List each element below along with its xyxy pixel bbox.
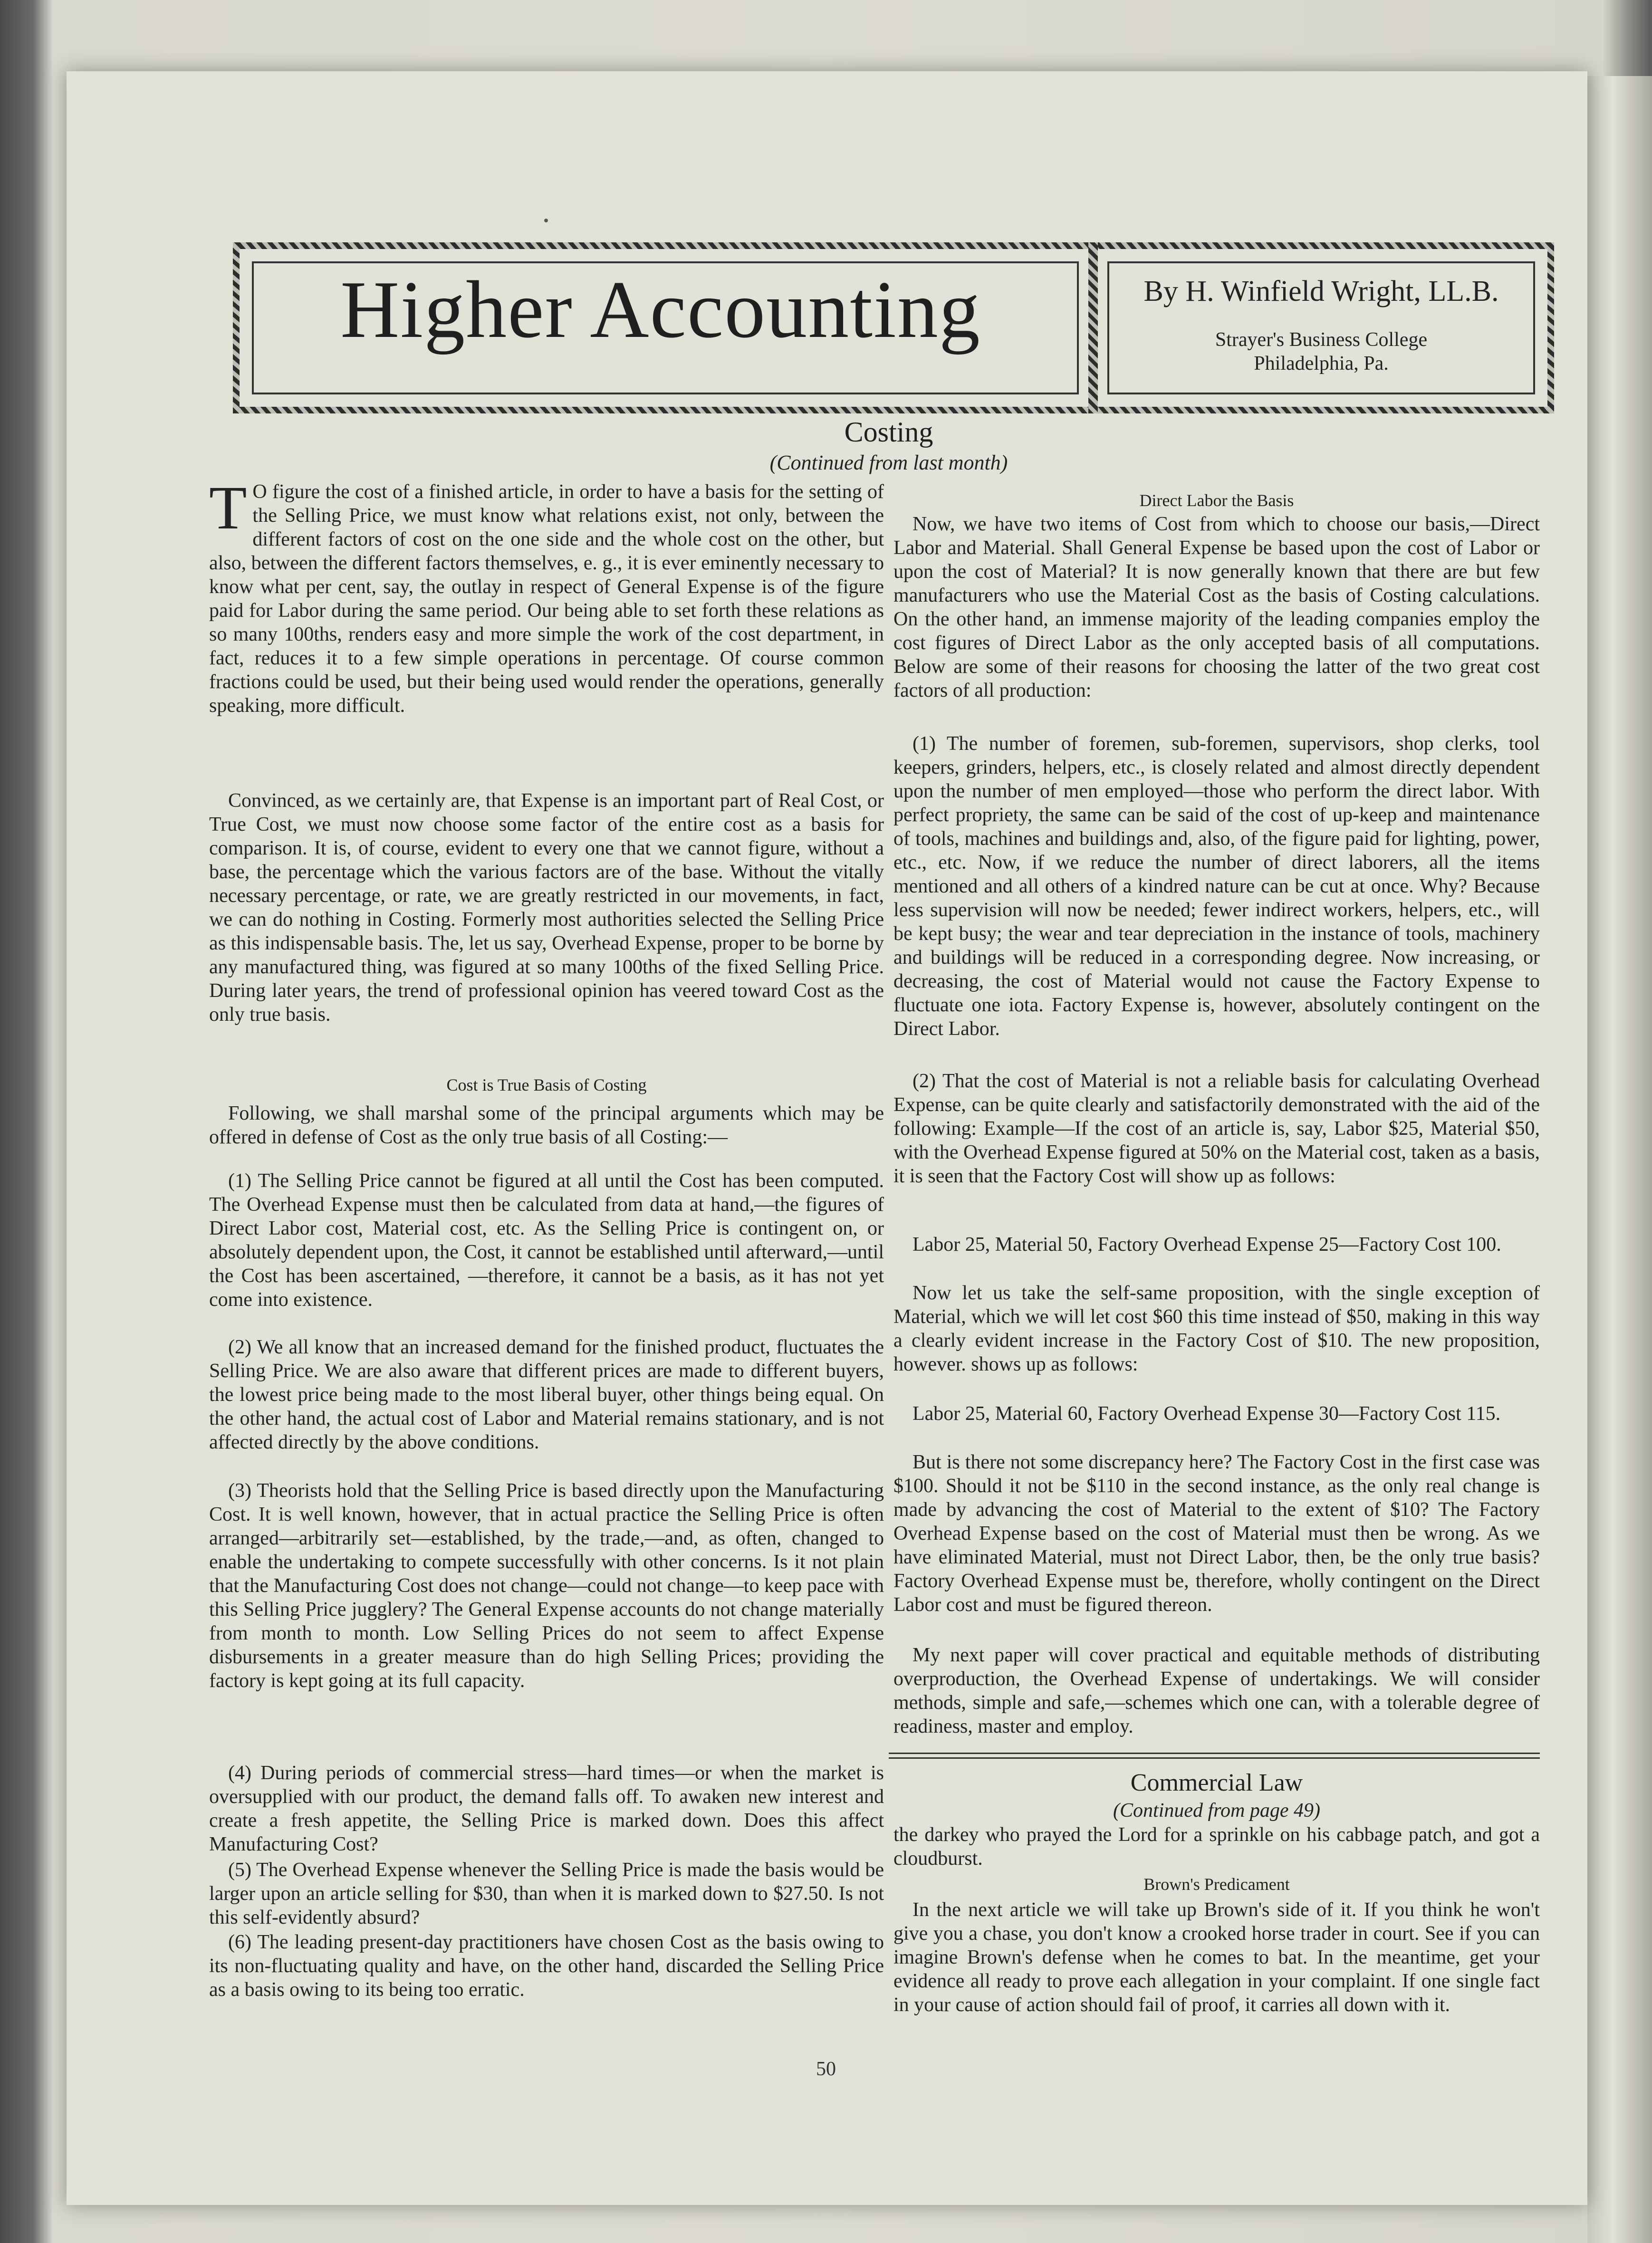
paragraph-intro [209,474,884,718]
paragraph: the darkey who prayed the Lord for a sprinkle on his cabbage patch, and got a cloudburst. [893,1824,1540,1869]
paragraph: In the next article we will take up Brown's side of it. If you think he won't give you a chase, you don't know a crooked horse trader in court. See if you can imagine Brown's defense when he comes to bat. In the meantime, get your evidence all ready to prove each allegation in your complaint. If one single fact in your cause of action should fail of proof, it carries all down with it. [893,1899,1540,2016]
numbered-paragraph: (4) During periods of commercial stress—hard times—or when the market is oversupplied with our product, the demand falls off. To awaken new interest and create a fresh appetite, the Selling Price is marked down. Does this affect Manufacturing Cost? [209,1762,884,1855]
affiliation-city: Philadelphia, Pa. [1254,353,1389,375]
commercial-law-continued-note: (Continued from page 49) [1113,1800,1320,1821]
header-ornamental-divider [1088,242,1098,413]
section-heading: Direct Labor the Basis [1139,491,1294,510]
numbered-paragraph: (1) The number of foremen, sub-foremen, supervisors, shop clerks, tool keepers, grinders, helpers, etc., is closely related and almost directly dependent upon the number of men employed—those who perform the direct labor. With perfect propriety, the same can be said of the cost of up-keep and maintenance of tools, machines and buildings and, also, of the figure paid for lighting, power, etc., etc. Now, if we reduce the number of direct laborers, all the items mentioned and all others of a kindred nature can be cut at once. Why? Because less supervision will now be needed; fewer indirect workers, helpers, etc., will be kept busy; the wear and tear depreciation in the instance of tools, machinery and buildings will be reduced in a corresponding degree. Now increasing, or decreasing, the cost of Material would not cause the Factory Expense to fluctuate one iota. Factory Expense is, however, absolutely contingent on the Direct Labor. [893,733,1540,1040]
paragraph: Now let us take the self-same proposition, with the single exception of Material, which we will let cost $60 this time instead of $50, making in this way a clearly evident increase in the Factory Cost of $10. The new proposition, however. shows up as follows: [893,1282,1540,1375]
paragraph: Following, we shall marshal some of the principal arguments which may be offered in defense of Cost as the only true basis of all Costing:— [209,1102,884,1148]
author-affiliation [1098,328,1545,376]
example-line: Labor 25, Material 50, Factory Overhead Expense 25—Factory Cost 100. [912,1234,1501,1256]
article-title: Costing [844,416,933,448]
commercial-law-title: Commercial Law [1130,1769,1303,1796]
paragraph: Now, we have two items of Cost from which to choose our basis,—Direct Labor and Material. Shall General Expense be based upon the cost of Labor or upon the cost of Material? It is now generally known that there are but few manufacturers who use the Material Cost as the basis of Costing calculations. On the other hand, an immense majority of the leading companies employ the cost figures of Direct Labor as the only accepted basis of all computations. Below are some of their reasons for choosing the latter of the two great cost factors of all production: [893,513,1540,701]
paragraph: Convinced, as we certainly are, that Expense is an important part of Real Cost, or True Cost, we must now choose some factor of the entire cost as a basis for comparison. It is, of course, evident to every one that we cannot figure, without a base, the percentage which the various factors are of the base. Without the vitally necessary percentage, or rate, we are greatly restricted in our movements, in fact, we can do nothing in Costing. Formerly most authorities selected the Selling Price as this indispensable basis. The, let us say, Overhead Expense, proper to be borne by any manufactured thing, was figured at so many 100ths of the fixed Selling Price. During later years, the trend of professional opinion has veered toward Cost as the only true basis. [209,790,884,1026]
affiliation-school: Strayer's Business College [1215,329,1428,351]
page-number: 50 [816,2058,836,2080]
column-rule-bottom [889,1757,1540,1759]
numbered-paragraph: (3) Theorists hold that the Selling Price is based directly upon the Manufacturing Cost. It is well known, however, that in actual practice the Selling Price is often arranged—arbitrarily set—established, by the trade,—and, as often, changed to enable the undertaking to compete successfully with other concerns. Is it not plain that the Manufacturing Cost does not change—could not change—to keep pace with this Selling Price jugglery? The General Expense accounts do not change materially from month to month. Low Selling Prices do not seem to affect Expense disbursements in a greater measure than do high Selling Prices; providing the factory is kept going at its full capacity. [209,1480,884,1692]
article-header-banner [233,242,1554,413]
numbered-paragraph: (6) The leading present-day practitioners have chosen Cost as the basis owing to its non-fluctuating quality and have, on the other hand, discarded the Selling Price as a basis owing to its being too erratic. [209,1931,884,2001]
ink-speck [544,219,548,222]
numbered-paragraph: (2) We all know that an increased demand for the finished product, fluctuates the Selling Price. We are also aware that different prices are made to different buyers, the lowest price being made to the most liberal buyer, other things being equal. On the other hand, the actual cost of Labor and Material remains stationary, and is not affected directly by the above conditions. [209,1336,884,1453]
facing-page-edge [1587,76,1652,2243]
section-heading: Cost is True Basis of Costing [446,1075,647,1094]
author-byline: By H. Winfield Wright, LL.B. [1143,275,1499,307]
numbered-paragraph: (1) The Selling Price cannot be figured at all until the Cost has been computed. The Overhead Expense must then be calculated from data at hand,—the figures of Direct Labor cost, Material cost, etc. As the Selling Price is contingent on, or absolutely dependent upon, the Cost, it cannot be established until afterward,—until the Cost has been ascertained, —therefore, it cannot be a basis, as it has not yet come into existence. [209,1170,884,1311]
paragraph: But is there not some discrepancy here? The Factory Cost in the first case was $100. Should it not be $110 in the second instance, as the only real change is made by advancing the cost of Material to the extent of $10? The Factory Overhead Expense based on the cost of Material must then be wrong. As we have eliminated Material, must not Direct Labor, then, be the only true basis? Factory Overhead Expense must be, therefore, wholly contingent on the Direct Labor cost and must be figured thereon. [893,1451,1540,1616]
article-continued-note: (Continued from last month) [769,451,1008,474]
example-line: Labor 25, Material 60, Factory Overhead Expense 30—Factory Cost 115. [912,1403,1501,1425]
column-rule-top [889,1753,1540,1754]
paragraph: My next paper will cover practical and equitable methods of distributing overproduction, the Overhead Expense of undertakings. We will consider methods, simple and safe,—schemes which one can, with a tolerable degree of readiness, master and employ. [893,1644,1540,1737]
drop-cap: T [209,474,247,542]
paragraph-text: O figure the cost of a finished article, in order to have a basis for the setting of the Selling Price, we must know what relations exist, not only, between the different factors of cost on the one side and the whole cost on the other, but also, between the different factors themselves, e. g., it is ever eminently necessary to know what per cent, say, the outlay in respect of General Expense is of the figure paid for Labor during the same period. Our being able to set forth these relations as so many 100ths, renders easy and more simple the work of the cost department, in fact, reduces it to a few simple operations in percentage. Of course common fractions could be used, but their being used would render the operations, generally speaking, more difficult. [209,481,884,717]
numbered-paragraph: (2) That the cost of Material is not a reliable basis for calculating Overhead Expense, can be quite clearly and satisfactorily demonstrated with the aid of the following: Example—If the cost of an article is, say, Labor $25, Material $50, with the Overhead Expense figured at 50% on the Material cost, taken as a basis, it is seen that the Factory Cost will show up as follows: [893,1070,1540,1187]
section-heading: Brown's Predicament [1143,1875,1290,1894]
page-title: Higher Accounting [340,265,981,355]
numbered-paragraph: (5) The Overhead Expense whenever the Selling Price is made the basis would be larger upon an article selling for $30, than when it is marked down to $27.50. Is not this self-evidently absurd? [209,1859,884,1928]
